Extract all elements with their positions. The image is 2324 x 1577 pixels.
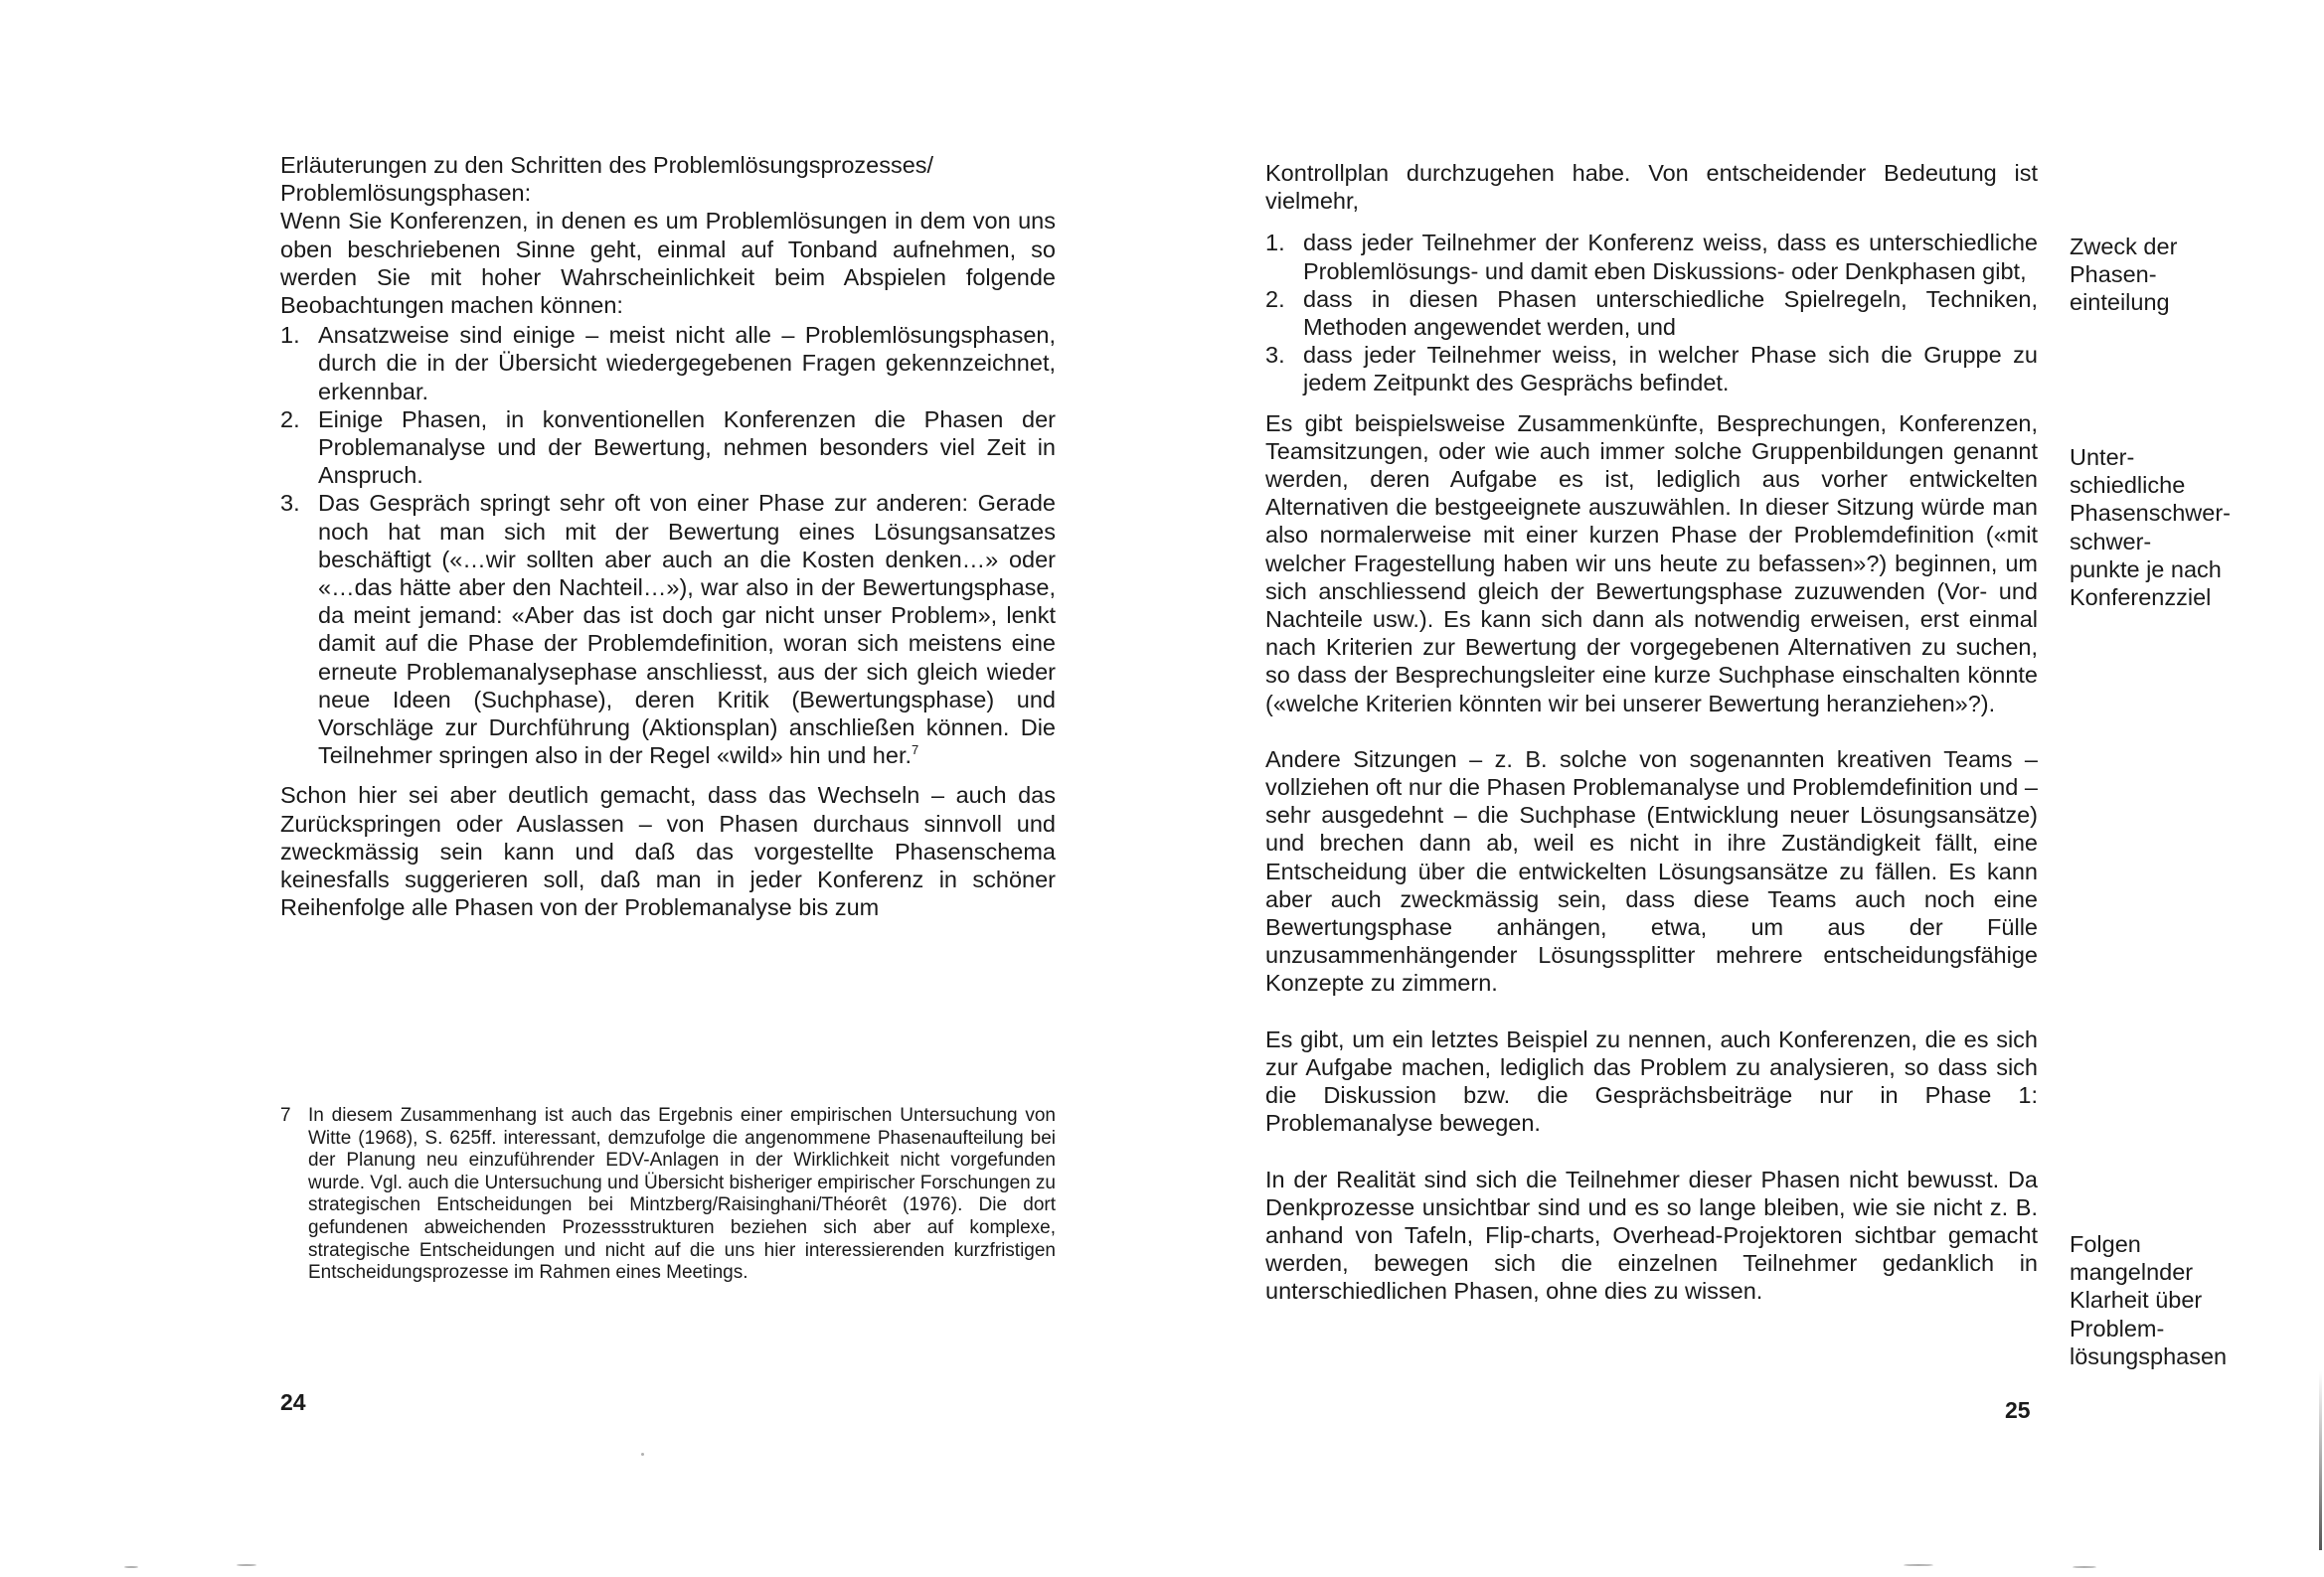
section-heading [280,151,1056,207]
margin-note-line: schwer- [2070,528,2152,554]
margin-note-line: Zweck der [2070,234,2178,259]
binding-edge [2319,1371,2322,1550]
right-page [1162,0,2324,1577]
list-item [1265,341,2038,396]
margin-note-line: schiedliche [2070,472,2186,499]
scan-speck [2073,1566,2096,1568]
footnote-number: 7 [280,1105,291,1126]
scan-speck [1904,1564,1933,1566]
margin-note-line: Phasen- [2070,261,2157,288]
list-text: Ansatzweise sind einige – meist nicht alle – Problemlösungsphasen, durch die in der Übersicht wiedergegebenen Fragen gekennzeichnet, erkennbar. [318,322,1056,404]
paragraph-reality: In der Realität sind sich die Teilnehmer dieser Phasen nicht bewusst. Da Denkprozesse unsichtbar sind und es so lange bleiben, wie sie nicht z. B. anhand von Tafeln, Flip-charts, Overhead-Projektoren sichtbar gemacht werden, bewegen sich die einzelnen Teilnehmer gedanklich in unterschiedlichen Phasen, ohne dies zu wissen. [1265,1166,2038,1305]
list-number: 3. [280,490,300,517]
margin-note-consequences [2070,1230,2258,1370]
list-item-3-wrapper [318,489,1056,769]
list-text: dass jeder Teilnehmer der Konferenz weiss, dass es unterschiedliche Problemlösungs- und damit eben Diskussions- oder Denkphasen gibt, [1303,230,2038,284]
margin-note-line: Unter- [2070,444,2135,470]
closing-paragraph: Schon hier sei aber deutlich gemacht, dass das Wechseln – auch das Zurückspringen oder Auslassen – von Phasen durchaus sinnvoll und zweckmässig sein kann und daß das vorgestellte Phasenschema keinesfalls suggerieren soll, daß man in jeder Konferenz in schöner Reihenfolge alle Phasen von der Problemanalyse bis zum [280,782,1056,921]
margin-note-line: mangelnder [2070,1259,2194,1286]
list-item [1265,285,2038,341]
list-number: 2. [1265,285,1285,312]
list-number: 3. [1265,342,1285,369]
list-number: 2. [280,405,300,432]
requirement-list [1265,229,2038,396]
margin-note-line: Problem- [2070,1315,2165,1341]
footnote-text: In diesem Zusammenhang ist auch das Ergebnis einer empirischen Untersuchung von Witte (1968), S. 625ff. interessant, demzufolge die angenommene Phasenaufteilung bei der Planung neu einzuführender EDV-Anlagen in der Wirklichkeit nicht vorgefunden wurde. Vgl. auch die Untersuchung und Übersicht bisheriger empirischer Forschungen zu strategischen Entscheidungen bei Mintzberg/Raisinghani/Théorêt (1976). Die dort gefundenen abweichenden Prozessstrukturen beziehen sich aber auf komplexe, strategische Entscheidungen und nicht auf die uns hier interessierenden kurzfristigen Entscheidungsprozesse im Rahmen eines Meetings. [308,1105,1056,1284]
margin-note-line: einteilung [2070,289,2170,316]
margin-note-purpose [2070,233,2258,317]
scan-speck [237,1564,256,1566]
margin-note-line: Klarheit über [2070,1287,2203,1314]
list-item [280,321,1056,405]
margin-note-line: lösungsphasen [2070,1342,2228,1369]
continuation-paragraph: Kontrollplan durchzugehen habe. Von entscheidender Bedeutung ist vielmehr, [1265,160,2038,215]
right-text-column [1265,159,2038,1306]
list-text: Einige Phasen, in konventionellen Konferenzen die Phasen der Problemanalyse und der Bewertung, nehmen besonders viel Zeit in Anspruch. [318,405,1056,489]
list-item [280,489,1056,769]
page-number-right: 25 [2005,1397,2031,1423]
margin-note-line: Konferenzziel [2070,584,2212,611]
heading-line-1: Erläuterungen zu den Schritten des Problemlösungsprozesses/ [280,152,934,178]
footnote [280,1105,1056,1285]
list-item [1265,229,2038,284]
observation-list [280,321,1056,769]
footnote-reference: 7 [912,742,919,758]
paragraph-examples: Es gibt beispielsweise Zusammenkünfte, Besprechungen, Konferenzen, Teamsitzungen, oder wie auch immer solche Gruppenbildungen genannt werden, deren Aufgabe es ist, lediglich aus vorher entwickelten Alternativen die bestgeeignete auszuwählen. In dieser Sitzung würde man also normalerweise mit einer kurzen Phase der Problemdefinition («mit welcher Fragestellung haben wir uns heute zu befassen»?) beginnen, um sich anschliessend gleich der Bewertungsphase zuzuwenden (Vor- und Nachteile usw.). Es kann sich dann als notwendig erweisen, erst einmal nach Kriterien zur Bewertung der vorgegebenen Alternativen zu suchen, so dass der Besprechungsleiter eine kurze Suchphase einschalten könnte («welche Kriterien könnten wir bei unserer Bewertung heranziehen»?). [1265,409,2038,716]
scan-speck [124,1566,138,1568]
list-number: 1. [280,322,300,349]
page-number-left: 24 [280,1389,306,1415]
heading-line-2: Problemlösungsphasen: [280,180,532,207]
paragraph-creative-teams: Andere Sitzungen – z. B. solche von sogenannten kreativen Teams – vollziehen oft nur die Phasen Problemanalyse und Problemdefinition und – sehr ausgedehnt – die Suchphase (Entwicklung neuer Lösungsansätze) und brechen dann ab, weil es nicht in ihre Zuständigkeit fällt, eine Entscheidung über die entwickelten Lösungsansätze zu fällen. Es kann aber auch zweckmässig sein, dass diese Teams auch noch eine Bewertungsphase anhängen, etwa, um aus der Fülle unzusammenhängender Lösungssplitter mehrere entscheidungsfähige Konzepte zu zimmern. [1265,745,2038,997]
left-text-column [280,151,1056,921]
list-text: dass jeder Teilnehmer weiss, in welcher Phase sich die Gruppe zu jedem Zeitpunkt des Gesprächs befindet. [1303,342,2038,396]
list-number: 1. [1265,230,1285,256]
list-item [280,405,1056,490]
scan-speck [641,1453,644,1456]
paragraph-last-example: Es gibt, um ein letztes Beispiel zu nennen, auch Konferenzen, die es sich zur Aufgabe machen, lediglich das Problem zu analysieren, so dass sich die Diskussion bzw. die Gesprächsbeiträge nur in Phase 1: Problemanalyse bewegen. [1265,1025,2038,1137]
margin-note-line: Folgen [2070,1231,2141,1257]
intro-paragraph: Wenn Sie Konferenzen, in denen es um Problemlösungen in dem von uns oben beschriebenen Sinne geht, einmal auf Tonband aufnehmen, so werden Sie mit hoher Wahrscheinlichkeit beim Abspielen folgende Beobachtungen machen können: [280,208,1056,319]
margin-note-line: punkte je nach [2070,555,2222,582]
list-text: Das Gespräch springt sehr oft von einer Phase zur anderen: Gerade noch hat man sich mit der Bewertung eines Lösungsansatzes beschäftigt («…wir sollten aber auch an die Kosten denken…» oder «…das hätte aber den Nachteil…»), war also in der Bewertungsphase, da meint jemand: «Aber das ist doch gar nicht unser Problem», lenkt damit auf die Phase der Problemdefinition, woran sich meistens eine erneute Problemanalysephase anschliesst, aus der sich gleich wieder neue Ideen (Suchphase), deren Kritik (Bewertungsphase) und Vorschläge zur Durchführung (Aktionsplan) anschließen können. Die Teilnehmer springen also in der Regel «wild» hin und her. [318,490,1056,769]
margin-note-phase-focus [2070,443,2258,611]
list-text: dass in diesen Phasen unterschiedliche Spielregeln, Techniken, Methoden angewendet werden, und [1303,285,2038,341]
margin-note-line: Phasenschwer- [2070,500,2231,527]
